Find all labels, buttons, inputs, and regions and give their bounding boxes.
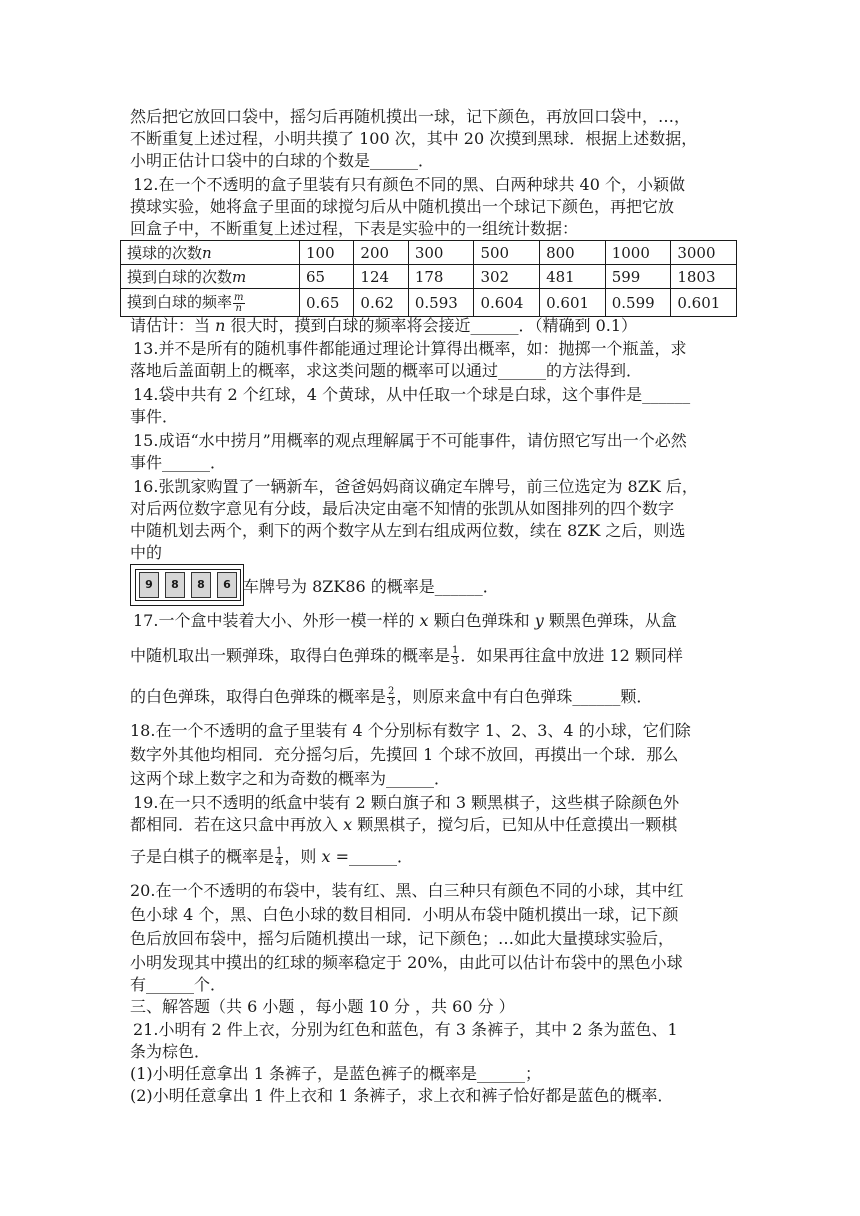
text-line: 摸球实验，她将盒子里面的球搅匀后从中随机摸出一个球记下颜色，再把它放 (130, 197, 675, 216)
digit-card: 8 (191, 572, 211, 598)
table-cell: 65 (300, 265, 354, 289)
text-line: 回盒子中，不断重复上述过程，下表是实验中的一组统计数据： (130, 219, 579, 238)
text-line: 事件． (130, 407, 179, 426)
text-line: 色后放回布袋中，摇匀后随机摸出一球，记下颜色；…如此大量摸球实验后， (130, 929, 675, 948)
table-cell: 0.62 (354, 289, 408, 317)
text-line: 色小球 4 个，黑、白色小球的数目相同．小明从布袋中随机摸出一球，记下颜 (130, 905, 679, 924)
text-line: 都相同．若在这只盒中再放入 x 颗黑棋子，搅匀后，已知从中任意摸出一颗棋 (130, 815, 678, 834)
text-line: 子是白棋子的概率是 $\frac{1}{4}$ ，则 x =______． (130, 846, 414, 868)
section-heading: 三、解答题（共 6 小题 ，每小题 10 分 ，共 60 分 ） (130, 997, 515, 1016)
fraction-one-quarter: $\frac{1}{4}$ (276, 846, 283, 868)
fraction-two-thirds: $\frac{2}{3}$ (388, 686, 395, 708)
question-14: 14.袋中共有 2 个红球，4 个黄球，从中任取一个球是白球，这个事件是______ (133, 385, 691, 404)
digit-card: 8 (165, 572, 185, 598)
question-12: 12.在一个不透明的盒子里装有只有颜色不同的黑、白两种球共 40 个，小颖做 (133, 175, 685, 194)
text-line: 数字外其他均相同．充分摇匀后，先摸回 1 个球不放回，再摸出一个球．那么 (130, 745, 679, 764)
text-line: (1)小明任意拿出 1 条裤子，是蓝色裤子的概率是______； (130, 1064, 542, 1083)
question-15: 15.成语“水中捞月”用概率的观点理解属于不可能事件，请仿照它写出一个必然 (133, 431, 687, 450)
table-cell: 100 (300, 241, 354, 265)
table-cell: 300 (408, 241, 474, 265)
text-line: 小明正估计口袋中的白球的个数是______． (130, 151, 435, 170)
question-18: 18.在一个不透明的盒子里装有 4 个分别标有数字 1、2、3、4 的小球，它们除 (130, 721, 691, 740)
table-cell: 0.604 (474, 289, 540, 317)
question-21: 21.小明有 2 件上衣，分别为红色和蓝色，有 3 条裤子，其中 2 条为蓝色、1 (133, 1020, 678, 1039)
question-17: 17.一个盒中装着大小、外形一模一样的 x 颗白色弹珠和 y 颗黑色弹珠，从盒 (133, 611, 677, 630)
digit-cards-figure (130, 564, 244, 606)
text-line: 请估计：当 n 很大时，摸到白球的频率将会接近______．（精确到 0.1） (130, 316, 638, 335)
text-line: (2)小明任意拿出 1 件上衣和 1 条裤子，求上衣和裤子恰好都是蓝色的概率． (130, 1086, 674, 1105)
table-cell: 500 (474, 241, 540, 265)
table-cell: 0.601 (671, 289, 737, 317)
text-line: 有______个． (130, 975, 227, 994)
statistics-table (120, 240, 737, 317)
text-line: 对后两位数字意见有分歧，最后决定由毫不知情的张凯从如图排列的四个数字 (130, 499, 675, 518)
digit-card: 6 (217, 572, 237, 598)
table-cell: 0.593 (408, 289, 474, 317)
text-line: 事件______． (130, 453, 227, 472)
text-line: 车牌号为 8ZK86 的概率是______． (243, 577, 499, 596)
digit-card: 9 (139, 572, 159, 598)
table-cell: 599 (605, 265, 671, 289)
row-label-frequency: 摸到白球的频率 $\frac{m}{n}$ (121, 289, 300, 317)
question-19: 19.在一只不透明的纸盒中装有 2 颗白旗子和 3 颗黑棋子，这些棋子除颜色外 (133, 793, 680, 812)
text-line: 中的 (130, 543, 163, 562)
table-cell: 302 (474, 265, 540, 289)
text-line: 中随机划去两个，剩下的两个数字从左到右组成两位数，续在 8ZK 之后，则选 (130, 521, 686, 540)
table-cell: 1803 (671, 265, 737, 289)
fraction-one-third: $\frac{1}{3}$ (452, 645, 459, 667)
table-cell: 0.601 (540, 289, 606, 317)
text-line: 小明发现其中摸出的红球的频率稳定于 20%，由此可以估计布袋中的黑色小球 (130, 953, 683, 972)
text-line: 条为棕色． (130, 1042, 211, 1061)
text-line: 中随机取出一颗弹珠，取得白色弹珠的概率是 $\frac{1}{3}$ ．如果再往盒中放进 12 颗同样 (130, 645, 683, 667)
table-cell: 178 (408, 265, 474, 289)
table-cell: 800 (540, 241, 606, 265)
table-cell: 3000 (671, 241, 737, 265)
text-line: 这两个球上数字之和为奇数的概率为______． (130, 769, 451, 788)
text-line: 然后把它放回口袋中，摇匀后再随机摸出一球，记下颜色，再放回口袋中，…， (130, 107, 691, 126)
question-16: 16.张凯家购置了一辆新车，爸爸妈妈商议确定车牌号，前三位选定为 8ZK 后， (133, 477, 698, 496)
question-20: 20.在一个不透明的布袋中，装有红、黑、白三种只有颜色不同的小球，其中红 (130, 881, 684, 900)
text-line: 落地后盖面朝上的概率，求这类问题的概率可以通过______的方法得到． (130, 361, 643, 380)
question-13: 13.并不是所有的随机事件都能通过理论计算得出概率，如：抛掷一个瓶盖，求 (133, 339, 687, 358)
fraction-m-over-n: $\frac{m}{n}$ (234, 291, 244, 314)
text-line: 不断重复上述过程，小明共摸了 100 次，其中 20 次摸到黑球．根据上述数据， (130, 129, 698, 148)
table-cell: 200 (354, 241, 408, 265)
table-cell: 1000 (605, 241, 671, 265)
table-cell: 0.599 (605, 289, 671, 317)
text-line: 的白色弹珠，取得白色弹珠的概率是 $\frac{2}{3}$ ，则原来盒中有白色弹珠______颗． (130, 686, 653, 708)
row-label-draws: 摸球的次数n (121, 241, 300, 265)
row-label-white-count: 摸到白球的次数m (121, 265, 300, 289)
table-cell: 124 (354, 265, 408, 289)
table-cell: 481 (540, 265, 606, 289)
table-cell: 0.65 (300, 289, 354, 317)
